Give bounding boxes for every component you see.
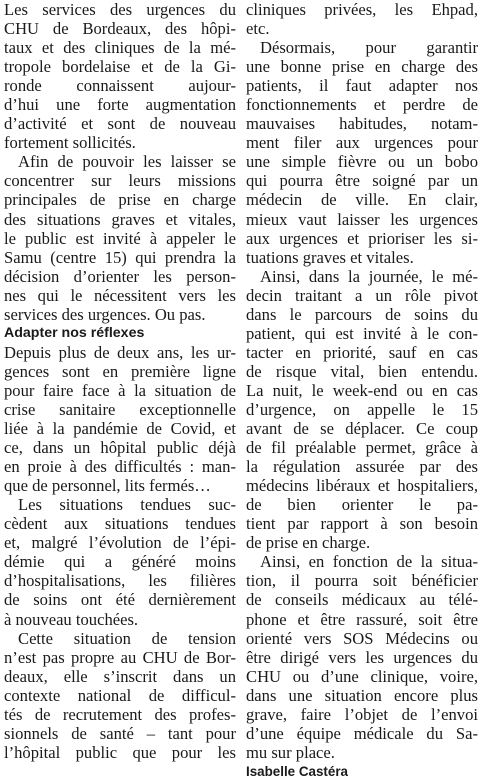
text-line: tient par rapport à son besoin — [246, 514, 478, 534]
text-line: d’urgence, on appelle le 15 — [246, 399, 478, 419]
text-line: mauvaises habitudes, notam- — [246, 114, 478, 134]
text-line: tuations graves et vitales. — [246, 247, 414, 267]
text-line: concentrer sur leurs missions — [4, 171, 236, 191]
text-line: de prise en charge. — [246, 533, 371, 553]
text-line: nes qui le nécessitent vers les — [4, 285, 236, 305]
text-line: de fil préalable permet, grâce à — [246, 438, 478, 458]
article-column-left — [4, 0, 236, 762]
text-line: Désormais, pour garantir — [260, 38, 478, 58]
text-line: liée à la pandémie de Covid, et — [4, 419, 236, 439]
text-line: une bonne prise en charge des — [246, 57, 478, 77]
text-line: principales de prise en charge — [4, 190, 236, 210]
text-line: des situations graves et vitales, — [4, 209, 236, 229]
text-line: une simple fièvre ou un bobo — [246, 152, 478, 172]
text-line: médecins libéraux et hospitaliers, — [246, 476, 478, 496]
text-line: n’est pas propre au CHU de Bor- — [4, 647, 236, 667]
text-line: sionnels de santé – tant pour — [4, 723, 236, 743]
text-line: Samu (centre 15) qui prendra la — [4, 247, 236, 267]
text-line: ce, dans un hôpital public déjà — [4, 438, 236, 458]
text-line: fonctionnements et perdre de — [246, 95, 478, 115]
text-line: CHU ou d’une clinique, voire, — [246, 666, 478, 686]
author-byline: Isabelle Castéra — [246, 763, 348, 779]
text-line: à nouveau touchées. — [4, 609, 139, 629]
text-line: de risque vital, bien entendu. — [246, 361, 478, 381]
text-line: gences sont en première ligne — [4, 361, 236, 381]
text-line: services des urgences. Ou pas. — [4, 304, 206, 324]
text-line: tropole bordelaise et de la Gi- — [4, 57, 236, 77]
text-line: de soins ont été dernièrement — [4, 590, 236, 610]
section-heading: Adapter nos réflexes — [4, 324, 145, 341]
text-line: Depuis plus de deux ans, les ur- — [4, 342, 236, 362]
text-line: crise sanitaire exceptionnelle — [4, 399, 236, 419]
text-line: de conseils médicaux au télé- — [246, 590, 478, 610]
text-line: d’hospitalisations, les filières — [4, 571, 236, 591]
text-line: d’une équipe médicale du Sa- — [246, 723, 478, 743]
text-line: qui pourra être soigné par un — [246, 171, 478, 191]
text-line: tion, il pourra soit bénéficier — [246, 571, 478, 591]
text-line: grave, faire l’objet de l’envoi — [246, 704, 478, 724]
text-line: contexte national de difficul- — [4, 685, 236, 705]
text-line: patients, il faut adapter nos — [246, 76, 478, 96]
text-line: pour faire face à la situation de — [4, 380, 236, 400]
text-line: fortement sollicités. — [4, 133, 136, 153]
text-line: cliniques privées, les Ehpad, — [246, 0, 478, 19]
text-line: taux et des cliniques de la mé- — [4, 38, 236, 58]
text-line: que de personnel, lits fermés… — [4, 476, 211, 496]
text-line: dans une situation encore plus — [246, 685, 478, 705]
text-line: orienté vers SOS Médecins ou — [246, 628, 478, 648]
text-line: phone et être rassuré, soit être — [246, 609, 478, 629]
text-line: ronde connaissent aujour- — [4, 76, 236, 96]
text-line: avant de se déplacer. Ce coup — [246, 419, 478, 439]
text-line: mieux vaut laisser les urgences — [246, 209, 478, 229]
text-line: être dirigé vers les urgences du — [246, 647, 478, 667]
text-line: décision d’orienter les person- — [4, 266, 236, 286]
text-line: mu sur place. — [246, 742, 335, 762]
text-line: aux urgences et prioriser les si- — [246, 228, 478, 248]
text-line: dans le parcours de soins du — [246, 304, 478, 324]
article-column-right — [246, 0, 478, 781]
text-line: Cette situation de tension — [18, 628, 236, 648]
text-line: et, malgré l’évolution de l’épi- — [4, 533, 236, 553]
text-line: tés de recrutement des profes- — [4, 704, 236, 724]
text-line: médecin de ville. En clair, — [246, 190, 478, 210]
text-line: le public est invité à appeler le — [4, 228, 236, 248]
text-line: Ainsi, dans la journée, le mé- — [260, 266, 478, 286]
text-line: cèdent aux situations tendues — [4, 514, 236, 534]
text-line: patient, qui est invité à le con- — [246, 323, 478, 343]
text-line: d’hui une forte augmentation — [4, 95, 236, 115]
text-line: Afin de pouvoir les laisser se — [18, 152, 236, 172]
text-line: l’hôpital public que pour les — [4, 742, 236, 762]
text-line: en proie à des difficultés : man- — [4, 457, 236, 477]
text-line: la régulation assurée par des — [246, 457, 478, 477]
text-line: deaux, elle s’inscrit dans un — [4, 666, 236, 686]
text-line: decin traitant a un rôle pivot — [246, 285, 478, 305]
text-line: La nuit, le week-end ou en cas — [246, 380, 478, 400]
text-line: de bien orienter le pa- — [246, 495, 478, 515]
text-line: Les situations tendues suc- — [18, 495, 236, 515]
text-line: démie qui a généré moins — [4, 552, 236, 572]
text-line: d’activité et sont de nouveau — [4, 114, 236, 134]
text-line: CHU de Bordeaux, des hôpi- — [4, 19, 236, 39]
text-line: ment filer aux urgences pour — [246, 133, 478, 153]
text-line: etc. — [246, 19, 270, 39]
text-line: tacter en priorité, sauf en cas — [246, 342, 478, 362]
text-line: Ainsi, en fonction de la situa- — [260, 552, 478, 572]
text-line: Les services des urgences du — [4, 0, 236, 19]
